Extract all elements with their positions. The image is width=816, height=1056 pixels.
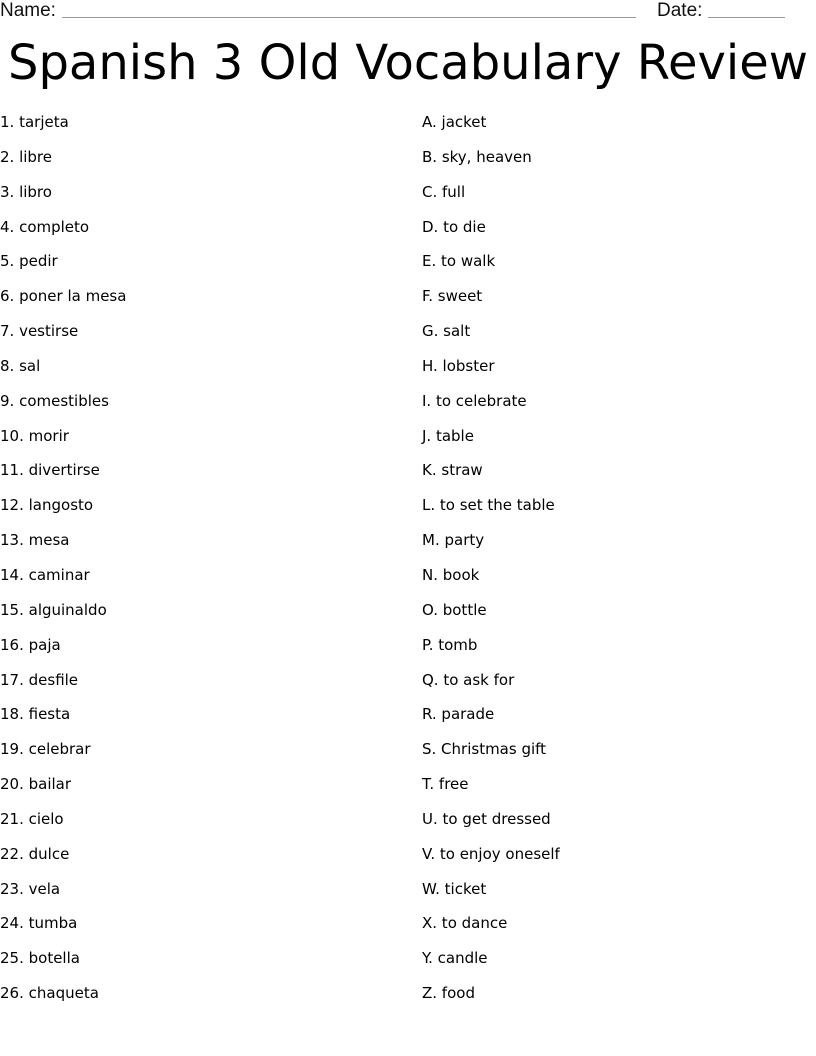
definition-item: V. to enjoy oneself <box>422 844 560 863</box>
name-blank-line <box>62 17 636 18</box>
term-item: 21. cielo <box>0 809 64 828</box>
term-item: 13. mesa <box>0 531 70 550</box>
term-item: 6. poner la mesa <box>0 287 127 306</box>
date-label: Date: <box>657 0 703 21</box>
definition-item: R. parade <box>422 705 495 724</box>
date-blank-line <box>708 17 785 18</box>
definition-item: M. party <box>422 531 485 550</box>
term-item: 1. tarjeta <box>0 113 69 131</box>
term-item: 22. dulce <box>0 844 70 863</box>
terms-list <box>0 112 400 1018</box>
definition-item: S. Christmas gift <box>422 740 547 759</box>
definition-item: U. to get dressed <box>422 809 551 828</box>
definition-item: A. jacket <box>422 113 487 131</box>
definition-item: K. straw <box>422 461 483 480</box>
definition-item: B. sky, heaven <box>422 147 532 166</box>
definition-item: N. book <box>422 565 480 584</box>
definition-item: Y. candle <box>422 949 488 968</box>
name-label: Name: <box>0 0 56 21</box>
definition-item: Q. to ask for <box>422 670 515 689</box>
term-item: 18. fiesta <box>0 705 71 724</box>
definition-item: P. tomb <box>422 635 478 654</box>
term-item: 11. divertirse <box>0 461 100 480</box>
term-item: 10. morir <box>0 426 69 445</box>
term-item: 23. vela <box>0 879 61 898</box>
definition-item: D. to die <box>422 217 486 236</box>
term-item: 9. comestibles <box>0 391 109 410</box>
page-title: Spanish 3 Old Vocabulary Review <box>7 35 808 91</box>
definition-item: F. sweet <box>422 287 483 306</box>
term-item: 25. botella <box>0 949 80 968</box>
definition-item: Z. food <box>422 984 475 1003</box>
definition-item: H. lobster <box>422 356 495 375</box>
term-item: 16. paja <box>0 635 61 654</box>
term-item: 12. langosto <box>0 496 94 515</box>
term-item: 8. sal <box>0 356 41 375</box>
term-item: 4. completo <box>0 217 90 236</box>
definition-item: I. to celebrate <box>422 391 527 410</box>
definition-item: E. to walk <box>422 252 496 271</box>
term-item: 19. celebrar <box>0 740 91 759</box>
definition-item: X. to dance <box>422 914 508 933</box>
term-item: 24. tumba <box>0 914 78 933</box>
definition-item: W. ticket <box>422 879 487 898</box>
definition-item: T. free <box>422 775 469 794</box>
term-item: 5. pedir <box>0 252 58 271</box>
term-item: 15. alguinaldo <box>0 600 107 619</box>
definition-item: L. to set the table <box>422 496 555 515</box>
term-item: 2. libre <box>0 147 53 166</box>
term-item: 14. caminar <box>0 565 90 584</box>
definition-item: O. bottle <box>422 600 487 619</box>
term-item: 26. chaqueta <box>0 984 99 1003</box>
term-item: 3. libro <box>0 182 52 201</box>
definitions-list <box>422 112 802 1018</box>
term-item: 7. vestirse <box>0 322 79 341</box>
definition-item: C. full <box>422 182 466 201</box>
definition-item: G. salt <box>422 322 471 341</box>
term-item: 17. desfile <box>0 670 79 689</box>
worksheet-header <box>0 0 816 22</box>
term-item: 20. bailar <box>0 775 72 794</box>
definition-item: J. table <box>422 426 474 445</box>
